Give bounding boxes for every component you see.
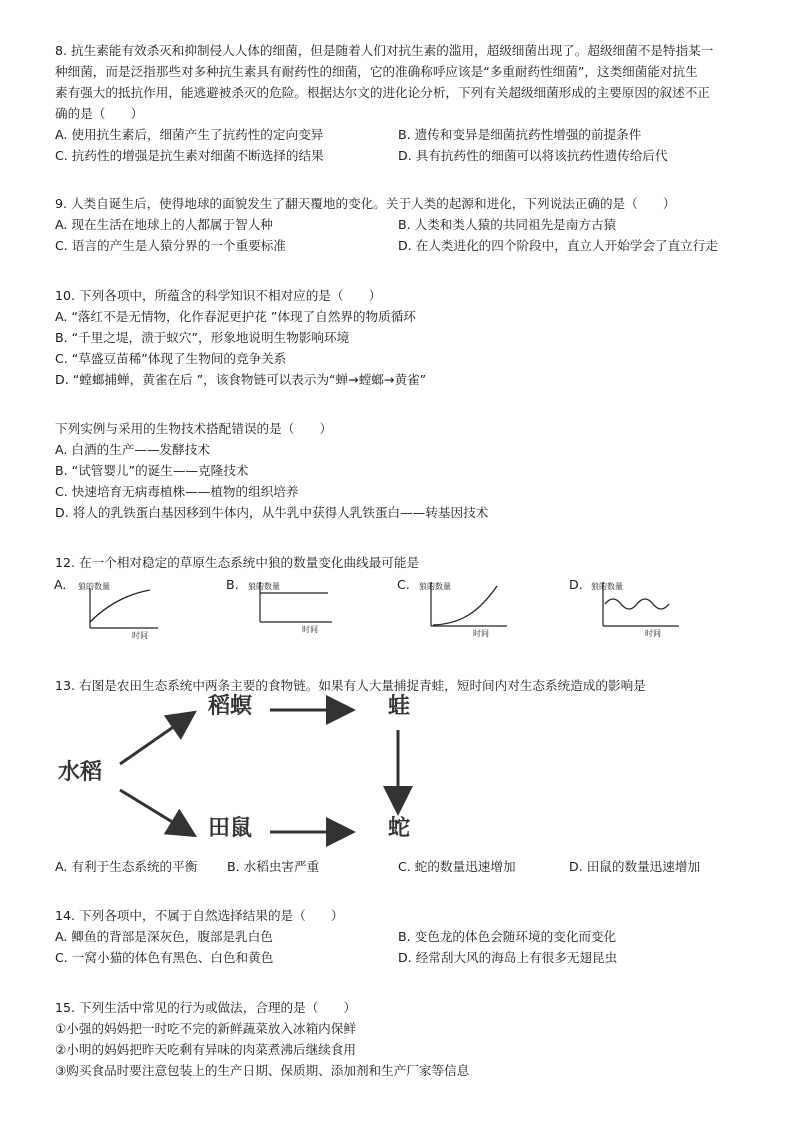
q15-item-3: ③购买食品时要注意包装上的生产日期、保质期、添加剂和生产厂家等信息 [55, 1063, 470, 1078]
q8-option-c: C. 抗药性的增强是抗生素对细菌不断选择的结果 [55, 148, 324, 163]
q14-option-b: B. 变色龙的体色会随环境的变化而变化 [398, 929, 617, 944]
q8-stem-line: 种细菌，而是泛指那些对多种抗生素具有耐药性的细菌，它的准确称呼应该是“多重耐药性细菌”，这类细菌能对抗生 [55, 64, 698, 79]
question-9 [55, 193, 745, 256]
q15-item-2: ②小明的妈妈把昨天吃剩有异味的肉菜煮沸后继续食用 [55, 1042, 356, 1057]
graph-c-plot [411, 574, 511, 640]
q14-option-a: A. 鲫鱼的背部是深灰色，腹部是乳白色 [55, 929, 273, 944]
graph-a-xlabel: 时间 [132, 631, 148, 640]
q9-option-d: D. 在人类进化的四个阶段中，直立人开始学会了直立行走 [398, 238, 718, 253]
q15-item-1: ①小强的妈妈把一时吃不完的新鲜蔬菜放入冰箱内保鲜 [55, 1021, 356, 1036]
q13-option-d: D. 田鼠的数量迅速增加 [569, 859, 701, 874]
q8-option-a: A. 使用抗生素后，细菌产生了抗药性的定向变异 [55, 127, 324, 142]
q11-stem: 下列实例与采用的生物技术搭配错误的是（ ） [55, 421, 333, 436]
graph-a-ylabel: 狼的数量 [78, 582, 110, 591]
q8-stem-line: 确的是（ ） [55, 106, 144, 121]
q9-stem: 9. 人类自诞生后，使得地球的面貌发生了翻天覆地的变化。关于人类的起源和进化，下列说法正确的是（ ） [55, 196, 676, 211]
graph-option-a [54, 574, 164, 640]
graph-c-curve [433, 586, 497, 625]
q13-option-a: A. 有利于生态系统的平衡 [55, 859, 198, 874]
question-11 [55, 418, 745, 523]
graph-c-xlabel: 时间 [473, 629, 489, 638]
q14-option-c: C. 一窝小猫的体色有黑色、白色和黄色 [55, 950, 274, 965]
q14-stem: 14. 下列各项中，不属于自然选择结果的是（ ） [55, 908, 344, 923]
graph-option-d [569, 574, 681, 640]
node-rice-borer: 稻螟 [208, 693, 253, 719]
q10-option-d: D. “螳螂捕蝉，黄雀在后 ”，该食物链可以表示为“蝉→螳螂→黄雀” [55, 372, 427, 387]
q9-option-c: C. 语言的产生是人猿分界的一个重要标准 [55, 238, 286, 253]
q8-option-b: B. 遗传和变异是细菌抗药性增强的前提条件 [398, 127, 642, 142]
arrow-rice-to-vole [120, 790, 192, 834]
q11-option-a: A. 白酒的生产——发酵技术 [55, 442, 210, 457]
q10-option-b: B. “千里之堤，溃于蚁穴”，形象地说明生物影响环境 [55, 330, 350, 345]
graph-b-plot [240, 574, 340, 640]
graph-b-label: B. [226, 577, 239, 592]
graph-d-plot [583, 574, 683, 640]
graph-option-c [397, 574, 509, 640]
q12-stem: 12. 在一个相对稳定的草原生态系统中狼的数量变化曲线最可能是 [55, 555, 420, 570]
graph-a-curve [90, 590, 150, 622]
graph-c-label: C. [397, 577, 410, 592]
q10-stem: 10. 下列各项中，所蕴含的科学知识不相对应的是（ ） [55, 288, 382, 303]
node-frog: 蛙 [388, 693, 411, 719]
graph-a-plot [68, 574, 168, 640]
q8-option-d: D. 具有抗药性的细菌可以将该抗药性遗传给后代 [398, 148, 668, 163]
graph-c-ylabel: 狼的数量 [419, 582, 451, 591]
q10-option-c: C. “草盛豆苗稀”体现了生物间的竞争关系 [55, 351, 287, 366]
question-8 [55, 40, 745, 166]
q13-option-c: C. 蛇的数量迅速增加 [398, 859, 516, 874]
node-field-vole: 田鼠 [208, 815, 253, 841]
q13-options [55, 856, 745, 877]
q11-option-c: C. 快速培育无病毒植株——植物的组织培养 [55, 484, 299, 499]
q8-stem-line: 素有强大的抵抗作用，能逃避被杀灭的危险。根据达尔文的进化论分析，下列有关超级细菌形成的主要原因的叙述不正 [55, 85, 710, 100]
graph-option-b [226, 574, 336, 640]
graph-b-ylabel: 狼的数量 [248, 582, 280, 591]
q13-option-b: B. 水稻虫害严重 [227, 859, 320, 874]
q9-option-b: B. 人类和类人猿的共同祖先是南方古猿 [398, 217, 617, 232]
arrow-rice-to-borer [120, 714, 192, 764]
q8-stem-line: 8. 抗生素能有效杀灭和抑制侵人人体的细菌，但是随着人们对抗生素的滥用，超级细菌出现了。超级细菌不是特指某一 [55, 43, 714, 58]
q11-option-d: D. 将人的乳铁蛋白基因移到牛体内，从牛乳中获得人乳铁蛋白——转基因技术 [55, 505, 489, 520]
graph-a-label: A. [54, 577, 67, 592]
graph-d-curve [605, 599, 669, 609]
graph-d-ylabel: 狼的数量 [591, 582, 623, 591]
q15-stem: 15. 下列生活中常见的行为或做法，合理的是（ ） [55, 1000, 357, 1015]
question-12 [55, 552, 745, 573]
question-14 [55, 905, 745, 968]
node-snake: 蛇 [388, 815, 411, 841]
graph-d-xlabel: 时间 [645, 629, 661, 638]
node-rice: 水稻 [58, 759, 103, 785]
q13-stem: 13. 右图是农田生态系统中两条主要的食物链。如果有人大量捕捉青蛙，短时间内对生态系统造成的影响是 [55, 678, 646, 693]
q10-option-a: A. “落红不是无情物，化作春泥更护花 ”体现了自然界的物质循环 [55, 309, 416, 324]
graph-d-label: D. [569, 577, 583, 592]
question-10 [55, 285, 745, 390]
q14-option-d: D. 经常刮大风的海岛上有很多无翅昆虫 [398, 950, 618, 965]
q11-option-b: B. “试管婴儿”的诞生——克隆技术 [55, 463, 249, 478]
graph-b-xlabel: 时间 [302, 625, 318, 634]
question-15 [55, 997, 745, 1081]
q9-option-a: A. 现在生活在地球上的人都属于智人种 [55, 217, 273, 232]
food-web-diagram [58, 694, 428, 854]
